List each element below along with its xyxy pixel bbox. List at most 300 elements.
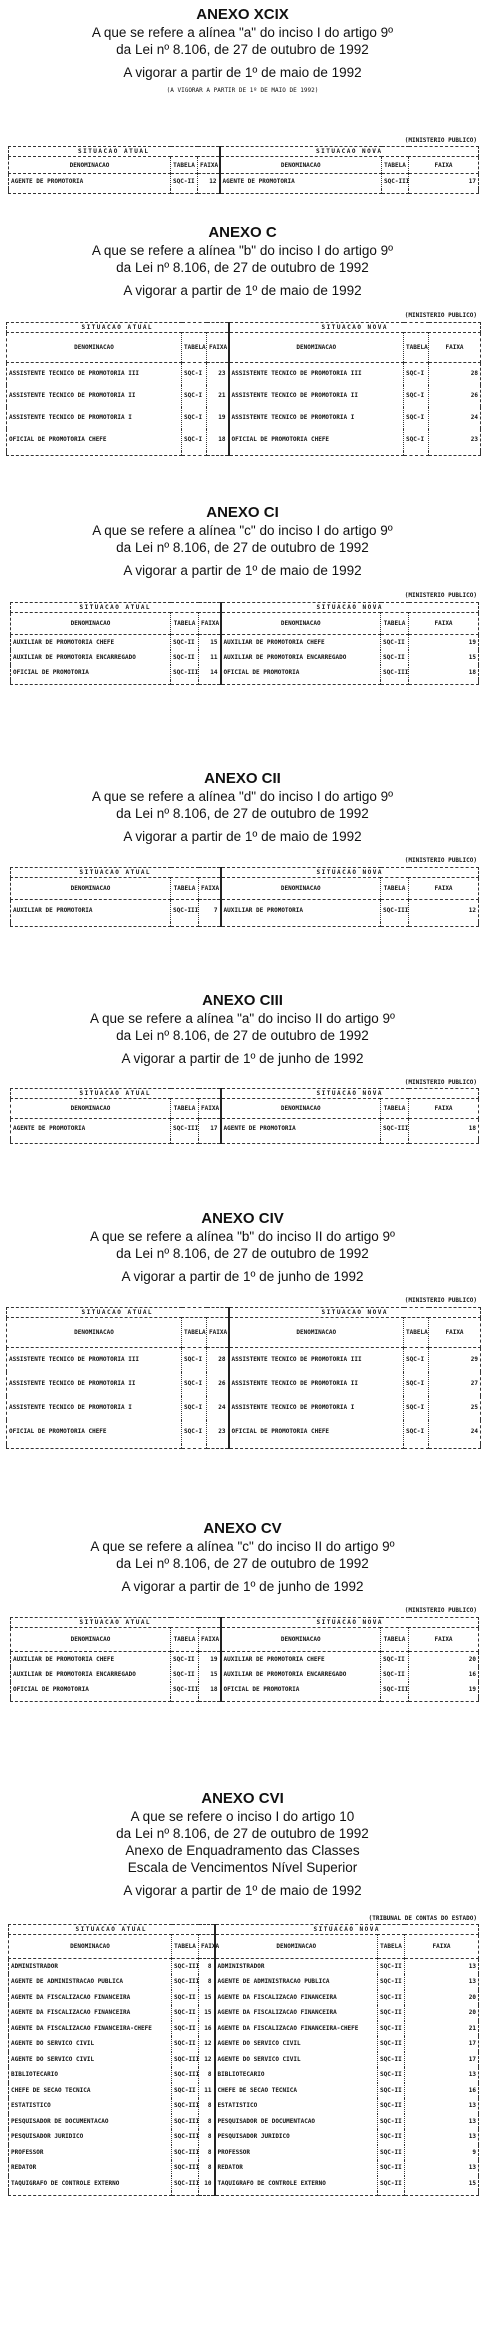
cell-denominacao: AGENTE DA FISCALIZACAO FINANCEIRA-CHEFE [215,2021,378,2037]
cell-tabela: SQC-I [404,1396,429,1420]
cell-tabela: SQC-II [172,1990,199,2006]
annex-title: ANEXO CIV [201,1210,284,1227]
col-header-tabela: TABELA [182,1318,207,1348]
annex-subtitle-line: da Lei nº 8.106, de 27 de outubro de 1992 [116,806,369,821]
cell-denominacao: OFICIAL DE PROMOTORIA [221,1682,381,1697]
cell-denominacao: OFICIAL DE PROMOTORIA [11,665,171,680]
group-header-nova: SITUACAO NOVA [229,323,481,333]
table-row [7,1348,481,1372]
table-row [9,1974,479,1990]
annex-title: ANEXO C [208,224,277,241]
table-row [11,1652,479,1668]
col-header-tabela: TABELA [171,157,198,174]
cell-tabela: SQC-I [182,407,207,429]
table-row [7,407,481,429]
cell-denominacao: OFICIAL DE PROMOTORIA CHEFE [229,1420,404,1444]
cell-faixa: 29 [429,1348,481,1372]
col-header-denominacao: DENOMINACAO [215,1935,378,1959]
cell-tabela: SQC-III [172,2098,199,2114]
cell-faixa: 21 [405,2021,479,2037]
annex-vigorar: A vigorar a partir de 1º de maio de 1992 [123,283,362,298]
cell-denominacao: BIBLIOTECARIO [9,2067,172,2083]
cell-tabela: SQC-III [171,665,199,680]
cell-faixa: 12 [198,174,220,190]
cell-denominacao: ADMINISTRADOR [9,1959,172,1975]
cell-faixa: 24 [429,1420,481,1444]
cell-tabela: SQC-III [172,2114,199,2130]
annex-cvi [0,1790,485,1899]
table-row [7,385,481,407]
cell-tabela: SQC-I [404,407,429,429]
annex-subtitle-line: Anexo de Enquadramento das Classes [125,1843,360,1858]
cell-faixa: 27 [429,1372,481,1396]
table-row [9,2052,479,2068]
col-header-tabela: TABELA [381,613,409,635]
col-header-denominacao: DENOMINACAO [220,157,382,174]
annex-subtitle-line: da Lei nº 8.106, de 27 de outubro de 1992 [116,1246,369,1261]
annex-table [10,1617,479,1702]
cell-denominacao: OFICIAL DE PROMOTORIA CHEFE [7,1420,182,1444]
cell-tabela: SQC-I [182,363,207,385]
cell-denominacao: AGENTE DA FISCALIZACAO FINANCEIRA [9,1990,172,2006]
table-row [9,2114,479,2130]
table-row [9,2005,479,2021]
cell-faixa: 17 [405,2052,479,2068]
cell-denominacao: AGENTE DE ADMINISTRACAO PUBLICA [9,1974,172,1990]
annex-title: ANEXO XCIX [196,6,289,23]
cell-tabela: SQC-II [378,2036,405,2052]
cell-denominacao: AGENTE DA FISCALIZACAO FINANCEIRA [215,1990,378,2006]
col-header-faixa: FAIXA [199,878,221,900]
cell-tabela: SQC-I [404,1420,429,1444]
group-header-atual: SITUACAO ATUAL [11,603,221,613]
cell-tabela: SQC-II [378,2145,405,2161]
col-header-tabela: TABELA [404,1318,429,1348]
cell-denominacao: AGENTE DE PROMOTORIA [221,1119,381,1139]
table-row [9,2021,479,2037]
table-row [9,1990,479,2006]
cell-denominacao: OFICIAL DE PROMOTORIA CHEFE [229,429,404,451]
table-row [7,1372,481,1396]
cell-tabela: SQC-I [404,429,429,451]
cell-denominacao: AUXILIAR DE PROMOTORIA CHEFE [11,635,171,651]
cell-faixa: 13 [405,1974,479,1990]
annex-subtitle-line: da Lei nº 8.106, de 27 de outubro de 1992 [116,1556,369,1571]
col-header-tabela: TABELA [381,1099,409,1119]
cell-denominacao: BIBLIOTECARIO [215,2067,378,2083]
col-header-faixa: FAIXA [198,157,220,174]
group-header-atual: SITUACAO ATUAL [9,1925,215,1935]
orgao-label: (MINISTERIO PUBLICO) [404,592,477,599]
cell-faixa: 19 [207,407,229,429]
col-header-denominacao: DENOMINACAO [11,613,171,635]
cell-denominacao: ASSISTENTE TECNICO DE PROMOTORIA I [229,407,404,429]
cell-tabela: SQC-III [172,2176,199,2192]
group-header-atual: SITUACAO ATUAL [11,1618,221,1628]
cell-faixa: 15 [199,2005,215,2021]
col-header-faixa: FAIXA [409,1099,479,1119]
cell-faixa: 20 [405,2005,479,2021]
cell-tabela: SQC-III [172,1974,199,1990]
group-header-nova: SITUACAO NOVA [221,868,479,878]
cell-denominacao: ASSISTENTE TECNICO DE PROMOTORIA II [7,1372,182,1396]
table-row [7,1420,481,1444]
cell-tabela: SQC-II [381,1652,409,1668]
cell-denominacao: ASSISTENTE TECNICO DE PROMOTORIA III [229,1348,404,1372]
annex-title: ANEXO CV [203,1520,282,1537]
group-header-atual: SITUACAO ATUAL [11,868,221,878]
cell-denominacao: PESQUISADOR DE DOCUMENTACAO [9,2114,172,2130]
annex-subtitle-line: A que se refere a alínea "a" do inciso II do artigo 9º [90,1011,395,1026]
cell-tabela: SQC-I [182,385,207,407]
cell-faixa: 21 [207,385,229,407]
cell-tabela: SQC-II [171,635,199,651]
cell-denominacao: REDATOR [9,2160,172,2176]
annex-vigorar: A vigorar a partir de 1º de junho de 1992 [121,1051,364,1066]
cell-faixa: 19 [409,1682,479,1697]
orgao-label: (MINISTERIO PUBLICO) [404,1607,477,1614]
cell-denominacao: ASSISTENTE TECNICO DE PROMOTORIA I [7,407,182,429]
cell-denominacao: AGENTE DO SERVICO CIVIL [9,2036,172,2052]
table-row [11,650,479,665]
cell-denominacao: PROFESSOR [215,2145,378,2161]
cell-denominacao: ASSISTENTE TECNICO DE PROMOTORIA I [229,1396,404,1420]
col-header-tabela: TABELA [182,333,207,363]
cell-tabela: SQC-III [172,2129,199,2145]
cell-denominacao: CHEFE DE SECAO TECNICA [215,2083,378,2099]
col-header-denominacao: DENOMINACAO [229,1318,404,1348]
cell-tabela: SQC-II [378,1990,405,2006]
cell-denominacao: AUXILIAR DE PROMOTORIA CHEFE [221,1652,381,1668]
cell-denominacao: ASSISTENTE TECNICO DE PROMOTORIA III [7,363,182,385]
cell-tabela: SQC-II [172,2005,199,2021]
cell-faixa: 16 [409,1667,479,1682]
cell-tabela: SQC-II [172,2083,199,2099]
annex-subtitle-line: da Lei nº 8.106, de 27 de outubro de 1992 [116,1028,369,1043]
cell-faixa: 17 [405,2036,479,2052]
annex-cv [0,1520,485,1595]
group-header-nova: SITUACAO NOVA [229,1308,481,1318]
cell-denominacao: AGENTE DE PROMOTORIA [11,1119,171,1139]
cell-denominacao: AGENTE DO SERVICO CIVIL [215,2052,378,2068]
cell-faixa: 26 [429,385,481,407]
cell-tabela: SQC-III [171,1119,199,1139]
annex-subtitle-line: A que se refere a alínea "b" do inciso I do artigo 9º [91,243,394,258]
annex-ciii [0,992,485,1067]
cell-denominacao: AUXILIAR DE PROMOTORIA ENCARREGADO [221,1667,381,1682]
cell-faixa: 13 [405,1959,479,1975]
cell-tabela: SQC-II [171,1667,199,1682]
cell-faixa: 12 [409,900,479,922]
col-header-faixa: FAIXA [409,157,479,174]
col-header-faixa: FAIXA [429,333,481,363]
cell-faixa: 10 [199,2176,215,2192]
cell-faixa: 8 [199,2145,215,2161]
cell-faixa: 18 [207,429,229,451]
cell-tabela: SQC-III [381,900,409,922]
annex-vigorar: A vigorar a partir de 1º de maio de 1992 [123,829,362,844]
orgao-label: (MINISTERIO PUBLICO) [404,137,477,144]
cell-denominacao: ASSISTENTE TECNICO DE PROMOTORIA I [7,1396,182,1420]
cell-tabela: SQC-II [378,2176,405,2192]
cell-faixa: 15 [199,635,221,651]
col-header-faixa: FAIXA [409,1628,479,1652]
cell-faixa: 19 [409,635,479,651]
cell-tabela: SQC-II [381,1667,409,1682]
annex-xcix [0,6,485,94]
cell-denominacao: AUXILIAR DE PROMOTORIA ENCARREGADO [11,650,171,665]
annex-title: ANEXO CI [206,504,279,521]
cell-denominacao: PESQUISADOR JURIDICO [215,2129,378,2145]
annex-subtitle-line: A que se refere a alínea "c" do inciso II do artigo 9º [90,1539,395,1554]
cell-faixa: 8 [199,2098,215,2114]
table-row [9,2176,479,2192]
table-row [11,1667,479,1682]
cell-tabela: SQC-I [182,1396,207,1420]
annex-subtitle-line: A que se refere a alínea "a" do inciso I do artigo 9º [91,25,394,40]
cell-denominacao: AGENTE DE PROMOTORIA [9,174,171,190]
cell-tabela: SQC-III [172,2067,199,2083]
cell-tabela: SQC-I [404,1348,429,1372]
col-header-denominacao: DENOMINACAO [221,1628,381,1652]
cell-denominacao: AGENTE DE PROMOTORIA [220,174,382,190]
col-header-denominacao: DENOMINACAO [9,157,171,174]
annex-subtitle-line: A que se refere o inciso I do artigo 10 [130,1809,355,1824]
annex-table [6,1307,481,1449]
col-header-denominacao: DENOMINACAO [7,1318,182,1348]
cell-tabela: SQC-II [381,635,409,651]
cell-tabela: SQC-I [182,429,207,451]
cell-faixa: 11 [199,2083,215,2099]
cell-faixa: 15 [409,650,479,665]
cell-denominacao: OFICIAL DE PROMOTORIA [221,665,381,680]
cell-faixa: 25 [429,1396,481,1420]
cell-faixa: 8 [199,2160,215,2176]
cell-denominacao: PESQUISADOR JURIDICO [9,2129,172,2145]
cell-tabela: SQC-II [378,2098,405,2114]
cell-faixa: 8 [199,1959,215,1975]
cell-tabela: SQC-III [381,1682,409,1697]
table-row [9,2145,479,2161]
cell-faixa: 11 [199,650,221,665]
cell-tabela: SQC-II [378,2114,405,2130]
col-header-denominacao: DENOMINACAO [221,878,381,900]
table-row [11,1682,479,1697]
col-header-tabela: TABELA [382,157,409,174]
group-header-nova: SITUACAO NOVA [215,1925,479,1935]
cell-denominacao: TAQUIGRAFO DE CONTROLE EXTERNO [9,2176,172,2192]
annex-subtitle-line: da Lei nº 8.106, de 27 de outubro de 1992 [116,260,369,275]
cell-denominacao: ESTATISTICO [215,2098,378,2114]
cell-faixa: 12 [199,2052,215,2068]
cell-denominacao: OFICIAL DE PROMOTORIA [11,1682,171,1697]
cell-tabela: SQC-III [171,900,199,922]
orgao-label: (MINISTERIO PUBLICO) [404,312,477,319]
cell-tabela: SQC-II [172,2036,199,2052]
orgao-label: (MINISTERIO PUBLICO) [404,1079,477,1086]
cell-faixa: 15 [199,1667,221,1682]
table-row [9,2036,479,2052]
cell-faixa: 20 [405,1990,479,2006]
group-header-atual: SITUACAO ATUAL [11,1089,221,1099]
annex-table [10,867,479,927]
cell-tabela: SQC-I [404,1372,429,1396]
group-header-nova: SITUACAO NOVA [221,603,479,613]
table-row [7,1396,481,1420]
annex-table [8,146,479,194]
annex-vigorar: A vigorar a partir de 1º de junho de 1992 [121,1579,364,1594]
table-row [9,2098,479,2114]
cell-tabela: SQC-III [172,2160,199,2176]
annex-subtitle-line: A que se refere a alínea "d" do inciso I do artigo 9º [91,789,394,804]
group-header-nova: SITUACAO NOVA [221,1618,479,1628]
annex-subtitle-line: A que se refere a alínea "c" do inciso I do artigo 9º [92,523,393,538]
cell-faixa: 20 [409,1652,479,1668]
orgao-label: (MINISTERIO PUBLICO) [404,1297,477,1304]
cell-denominacao: AUXILIAR DE PROMOTORIA [221,900,381,922]
cell-denominacao: AGENTE DA FISCALIZACAO FINANCEIRA-CHEFE [9,2021,172,2037]
cell-faixa: 8 [199,2129,215,2145]
col-header-faixa: FAIXA [405,1935,479,1959]
cell-faixa: 16 [199,2021,215,2037]
cell-faixa: 18 [409,665,479,680]
cell-tabela: SQC-II [171,650,199,665]
cell-denominacao: AUXILIAR DE PROMOTORIA ENCARREGADO [221,650,381,665]
cell-denominacao: AGENTE DO SERVICO CIVIL [215,2036,378,2052]
cell-tabela: SQC-III [172,1959,199,1975]
col-header-denominacao: DENOMINACAO [229,333,404,363]
cell-denominacao: OFICIAL DE PROMOTORIA CHEFE [7,429,182,451]
cell-faixa: 26 [207,1372,229,1396]
cell-denominacao: ASSISTENTE TECNICO DE PROMOTORIA II [229,1372,404,1396]
cell-faixa: 16 [405,2083,479,2099]
cell-denominacao: ASSISTENTE TECNICO DE PROMOTORIA II [229,385,404,407]
table-row [9,1959,479,1975]
cell-tabela: SQC-I [404,363,429,385]
cell-denominacao: AGENTE DE ADMINISTRACAO PUBLICA [215,1974,378,1990]
annex-table [8,1924,479,2196]
annex-table [10,602,479,685]
col-header-faixa: FAIXA [199,1099,221,1119]
cell-tabela: SQC-III [171,1682,199,1697]
cell-denominacao: AUXILIAR DE PROMOTORIA [11,900,171,922]
cell-faixa: 8 [199,2114,215,2130]
cell-tabela: SQC-II [171,174,198,190]
cell-tabela: SQC-III [381,1119,409,1139]
cell-denominacao: CHEFE DE SECAO TECNICA [9,2083,172,2099]
annex-subtitle-line: Escala de Vencimentos Nível Superior [127,1860,358,1875]
col-header-denominacao: DENOMINACAO [11,1628,171,1652]
cell-faixa: 17 [199,1119,221,1139]
annex-subtitle-line: da Lei nº 8.106, de 27 de outubro de 1992 [116,540,369,555]
cell-faixa: 19 [199,1652,221,1668]
col-header-faixa: FAIXA [207,1318,229,1348]
group-header-atual: SITUACAO ATUAL [9,147,220,157]
cell-faixa: 23 [429,429,481,451]
orgao-label: (MINISTERIO PUBLICO) [404,857,477,864]
cell-tabela: SQC-I [182,1420,207,1444]
cell-denominacao: AGENTE DO SERVICO CIVIL [9,2052,172,2068]
annex-subtitle-line: da Lei nº 8.106, de 27 de outubro de 1992 [116,1826,369,1841]
cell-faixa: 13 [405,2160,479,2176]
col-header-tabela: TABELA [171,613,199,635]
cell-tabela: SQC-II [378,2129,405,2145]
cell-tabela: SQC-II [378,1959,405,1975]
cell-tabela: SQC-I [404,385,429,407]
col-header-faixa: FAIXA [409,613,479,635]
cell-denominacao: ESTATISTICO [9,2098,172,2114]
col-header-faixa: FAIXA [429,1318,481,1348]
col-header-tabela: TABELA [404,333,429,363]
group-header-nova: SITUACAO NOVA [220,147,479,157]
cell-faixa: 12 [199,2036,215,2052]
col-header-denominacao: DENOMINACAO [7,333,182,363]
annex-vigorar: A vigorar a partir de 1º de junho de 1992 [121,1269,364,1284]
annex-cii [0,770,485,845]
col-header-tabela: TABELA [381,1628,409,1652]
orgao-label: (TRIBUNAL DE CONTAS DO ESTADO) [368,1915,477,1922]
cell-faixa: 7 [199,900,221,922]
annex-subtitle-line: da Lei nº 8.106, de 27 de outubro de 1992 [116,42,369,57]
cell-denominacao: AUXILIAR DE PROMOTORIA CHEFE [221,635,381,651]
cell-faixa: 28 [429,363,481,385]
group-header-nova: SITUACAO NOVA [221,1089,479,1099]
cell-faixa: 13 [405,2098,479,2114]
cell-faixa: 24 [429,407,481,429]
cell-denominacao: AUXILIAR DE PROMOTORIA CHEFE [11,1652,171,1668]
cell-tabela: SQC-II [381,650,409,665]
col-header-tabela: TABELA [378,1935,405,1959]
cell-denominacao: PROFESSOR [9,2145,172,2161]
col-header-tabela: TABELA [172,1935,199,1959]
col-header-tabela: TABELA [171,878,199,900]
cell-denominacao: TAQUIGRAFO DE CONTROLE EXTERNO [215,2176,378,2192]
cell-faixa: 18 [199,1682,221,1697]
table-row [7,363,481,385]
annex-vigorar: A vigorar a partir de 1º de maio de 1992 [123,563,362,578]
annex-ci [0,504,485,579]
cell-denominacao: ASSISTENTE TECNICO DE PROMOTORIA III [7,1348,182,1372]
cell-tabela: SQC-II [172,2021,199,2037]
cell-denominacao: AGENTE DA FISCALIZACAO FINANCEIRA [215,2005,378,2021]
cell-faixa: 9 [405,2145,479,2161]
col-header-faixa: FAIXA [409,878,479,900]
annex-title: ANEXO CVI [201,1790,284,1807]
cell-tabela: SQC-II [378,2021,405,2037]
table-row [9,2160,479,2176]
cell-denominacao: PESQUISADOR DE DOCUMENTACAO [215,2114,378,2130]
col-header-tabela: TABELA [171,1628,199,1652]
cell-tabela: SQC-II [378,2160,405,2176]
cell-tabela: SQC-II [171,1652,199,1668]
table-row [7,429,481,451]
table-row [11,1119,479,1139]
col-header-faixa: FAIXA [207,333,229,363]
cell-denominacao: AUXILIAR DE PROMOTORIA ENCARREGADO [11,1667,171,1682]
cell-tabela: SQC-III [382,174,409,190]
col-header-denominacao: DENOMINACAO [221,613,381,635]
cell-denominacao: REDATOR [215,2160,378,2176]
cell-faixa: 13 [405,2114,479,2130]
annex-vigorar: A vigorar a partir de 1º de maio de 1992 [123,1883,362,1898]
col-header-denominacao: DENOMINACAO [11,878,171,900]
col-header-denominacao: DENOMINACAO [11,1099,171,1119]
cell-faixa: 23 [207,1420,229,1444]
cell-faixa: 14 [199,665,221,680]
cell-faixa: 8 [199,2067,215,2083]
table-row [9,2083,479,2099]
cell-tabela: SQC-III [381,665,409,680]
